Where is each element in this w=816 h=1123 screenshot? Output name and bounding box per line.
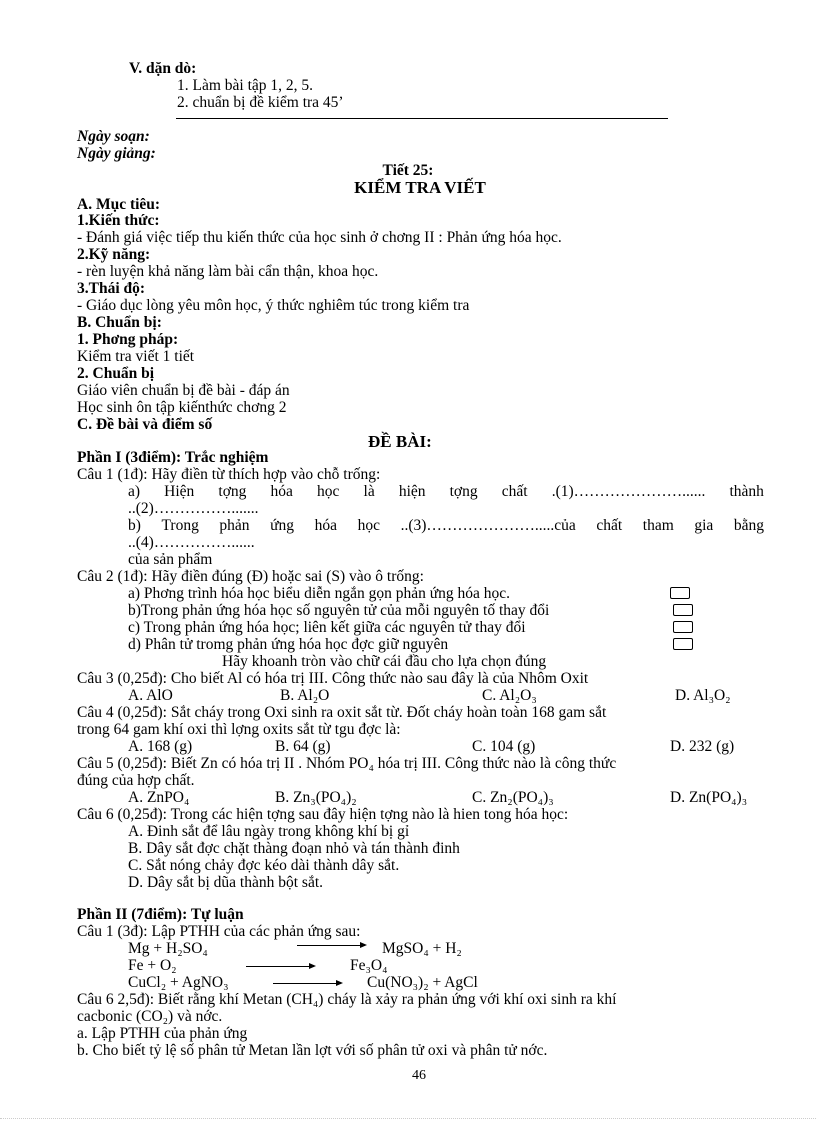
q2-b: b)Trong phản ứng hóa học số nguyên tử của mỗi nguyên tố thay đổi [128,602,550,619]
reaction-3-right: Cu(NO₃)₂ + AgCl [367,974,478,991]
q5-option-c[interactable]: C. Zn₂(PO₄)₃ [472,789,554,806]
answer-box-b[interactable] [673,604,693,616]
knowledge-text: - Đánh giá việc tiếp thu kiến thức của học sinh ở chơng II : Phản ứng hóa học. [77,229,562,246]
answer-box-c[interactable] [673,621,693,633]
reaction-3-left: CuCl₂ + AgNO₃ [128,974,229,991]
page-number: 46 [412,1068,426,1083]
q4-option-d[interactable]: D. 232 (g) [670,738,735,755]
part2-heading: Phần II (7điểm): Tự luận [77,906,244,923]
q1-b-line1: b) Trong phản ứng hóa học ..(3)………………….....của chất tham gia bằng [128,517,764,534]
divider [176,118,668,119]
e2-line2: cacbonic (CO₂) và nớc. [77,1008,223,1025]
q5-option-b[interactable]: B. Zn₃(PO₄)₂ [275,789,357,806]
q5-option-d[interactable]: D. Zn(PO₄)₃ [670,789,748,806]
q6-option-a[interactable]: A. Đinh sắt để lâu ngày trong không khí bị gỉ [128,823,410,840]
ngay-giang: Ngày giảng: [77,145,156,162]
dando-item-2: 2. chuẩn bị đề kiểm tra 45’ [177,94,344,111]
q3-option-a[interactable]: A. AlO [128,687,173,704]
arrow-icon [273,983,341,984]
e1-stem: Câu 1 (3đ): Lập PTHH của các phản ứng sau: [77,923,361,940]
q3-stem: Câu 3 (0,25đ): Cho biết Al có hóa trị III. Công thức nào sau đây là của Nhôm Oxit [77,670,589,687]
ngay-soan: Ngày soạn: [77,128,150,145]
q3-option-d[interactable]: D. Al₃O₂ [675,687,731,704]
attitude-text: - Giáo dục lòng yêu môn học, ý thức nghiêm túc trong kiểm tra [77,297,470,314]
method-text: Kiểm tra viết 1 tiết [77,348,195,365]
q6-option-b[interactable]: B. Dây sắt đợc chặt thàng đoạn nhỏ và tán thành đinh [128,840,460,857]
skill-text: - rèn luyện khả năng làm bài cẩn thận, khoa học. [77,263,379,280]
instruction: Hãy khoanh tròn vào chữ cái đầu cho lựa chọn đúng [222,653,547,670]
knowledge-heading: 1.Kiến thức: [77,212,160,229]
reaction-2-right: Fe₃O₄ [350,957,388,974]
exam-title: ĐỀ BÀI: [368,432,432,451]
objectives-heading: A. Mục tiêu: [77,196,161,213]
q2-d: d) Phân tử tromg phản ứng hóa học đợc giữ nguyên [128,636,449,653]
q1-a-line1: a) Hiện tợng hóa học là hiện tợng chất .(1)…………………...... thành [128,483,764,500]
section-c-heading: C. Đề bài và điểm số [77,416,213,433]
reaction-1-left: Mg + H₂SO₄ [128,940,208,957]
e2-line1: Câu 6 2,5đ): Biết rằng khí Metan (CH₄) cháy là xảy ra phản ứng với khí oxi sinh ra khí [77,991,617,1008]
e2-b: b. Cho biết tỷ lệ số phân tử Metan lần lợt với số phân tử oxi và phân tử nớc. [77,1042,548,1059]
q3-option-b[interactable]: B. Al₂O [280,687,330,704]
arrow-icon [246,966,314,967]
method-heading: 1. Phơng pháp: [77,331,179,348]
q5-line1: Câu 5 (0,25đ): Biết Zn có hóa trị II . Nhóm PO₄ hóa trị III. Công thức nào là công thức [77,755,617,772]
q4-option-b[interactable]: B. 64 (g) [275,738,331,755]
e2-a: a. Lập PTHH của phản ứng [77,1025,248,1042]
q1-b-line3: của sản phẩm [128,551,213,568]
q2-stem: Câu 2 (1đ): Hãy điền đúng (Đ) hoặc sai (S) vào ô trống: [77,568,424,585]
q6-stem: Câu 6 (0,25đ): Trong các hiện tợng sau đây hiện tợng nào là hien tong hóa học: [77,806,569,823]
answer-box-d[interactable] [673,638,693,650]
prep-heading: B. Chuẩn bị: [77,314,162,331]
q5-option-a[interactable]: A. ZnPO₄ [128,789,190,806]
q2-a: a) Phơng trình hóa học biểu diễn ngắn gọn phản ứng hóa học. [128,585,511,602]
q3-option-c[interactable]: C. Al₂O₃ [482,687,537,704]
q1-a-line2: ..(2)……………....... [128,500,259,517]
page-edge [0,1118,816,1119]
arrow-icon [297,945,365,946]
q2-c: c) Trong phản ứng hóa học; liên kết giữa các nguyên tử thay đổi [128,619,526,636]
reaction-1-right: MgSO₄ + H₂ [382,940,462,957]
teacher-prep: Giáo viên chuẩn bị đề bài - đáp án [77,382,290,399]
student-prep: Học sinh ôn tập kiếnthức chơng 2 [77,399,287,416]
q4-line1: Câu 4 (0,25đ): Sắt cháy trong Oxi sinh ra oxit sắt từ. Đốt cháy hoàn toàn 168 gam sắt [77,704,607,721]
q6-option-c[interactable]: C. Sắt nóng chảy đợc kéo dài thành dây sắt. [128,857,400,874]
prep-sub-heading: 2. Chuẩn bị [77,365,155,382]
q4-option-c[interactable]: C. 104 (g) [472,738,536,755]
q1-stem: Câu 1 (1đ): Hãy điền từ thích hợp vào chỗ trống: [77,466,381,483]
q6-option-d[interactable]: D. Dây sắt bị dũa thành bột sắt. [128,874,324,891]
attitude-heading: 3.Thái độ: [77,280,146,297]
skill-heading: 2.Kỹ năng: [77,246,151,263]
q1-b-line2: ..(4)……………...... [128,534,255,551]
lesson-title: KIỂM TRA VIẾT [354,178,486,197]
answer-box-a[interactable] [670,587,690,599]
q5-line2: đúng của hợp chất. [77,772,195,789]
dando-heading: V. dặn dò: [129,60,197,77]
lesson-number: Tiết 25: [382,162,434,179]
dando-item-1: 1. Làm bài tập 1, 2, 5. [177,77,314,94]
q4-option-a[interactable]: A. 168 (g) [128,738,193,755]
q4-line2: trong 64 gam khí oxi thì lợng oxits sắt từ tgu đợc là: [77,721,401,738]
reaction-2-left: Fe + O₂ [128,957,177,974]
part1-heading: Phần I (3điểm): Trắc nghiệm [77,449,269,466]
